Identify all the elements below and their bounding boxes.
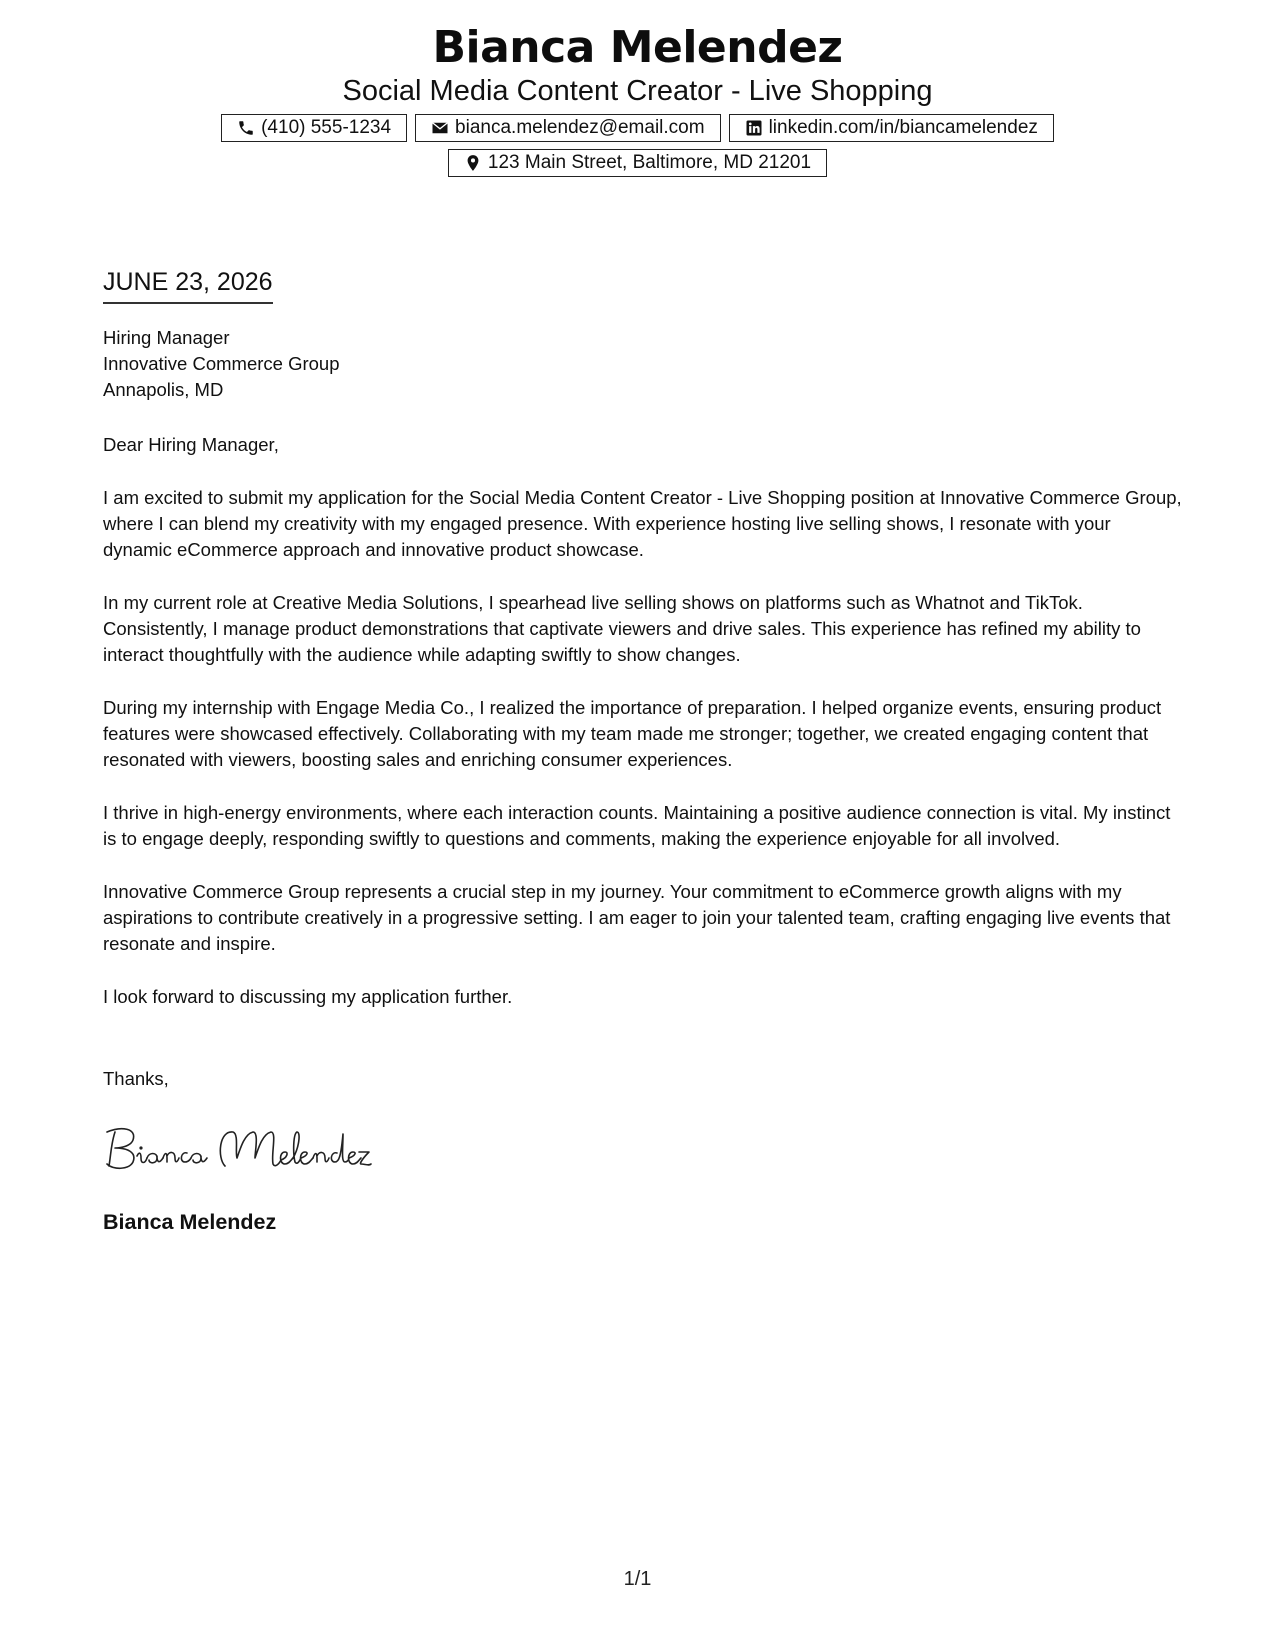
recipient-location: Annapolis, MD — [103, 379, 224, 400]
email-contact[interactable] — [415, 114, 721, 142]
body-paragraph: Innovative Commerce Group represents a crucial step in my journey. Your commitment to eCommerce growth aligns with my aspirations to contribute creatively in a progressive setting. I am eager to join your talented team, crafting engaging live events that resonate and inspire. — [103, 881, 1171, 954]
body-paragraph: I look forward to discussing my application further. — [103, 986, 513, 1007]
letter-body — [103, 432, 1183, 1037]
contact-row — [0, 114, 1275, 142]
letter-date: JUNE 23, 2026 — [103, 266, 273, 304]
phone-text: (410) 555-1234 — [261, 117, 392, 138]
contact-row-address — [0, 149, 1275, 177]
body-paragraph: During my internship with Engage Media Co., I realized the importance of preparation. I helped organize events, ensuring product features were showcased effectively. Collaborating with my team made me stronger; together, we created engaging content that resonated with viewers, boosting sales and enriching consumer experiences. — [103, 697, 1162, 770]
linkedin-contact[interactable] — [729, 114, 1054, 142]
address-contact — [448, 149, 827, 177]
signer-name: Bianca Melendez — [103, 1210, 277, 1234]
envelope-icon — [431, 119, 449, 137]
applicant-role: Social Media Content Creator - Live Shopping — [342, 75, 933, 107]
recipient-title: Hiring Manager — [103, 327, 230, 348]
body-paragraph: I thrive in high-energy environments, where each interaction counts. Maintaining a positive audience connection is vital. My instinct is to engage deeply, responding swiftly to questions and comments, making the experience enjoyable for all involved. — [103, 802, 1171, 849]
handwritten-signature — [103, 1118, 373, 1178]
body-paragraph: In my current role at Creative Media Solutions, I spearhead live selling shows on platforms such as Whatnot and TikTok. Consistently, I manage product demonstrations that captivate viewers and drive sales. This experience has refined my ability to interact thoughtfully with the audience while adapting swiftly to show changes. — [103, 592, 1141, 665]
closing: Thanks, — [103, 1068, 169, 1089]
applicant-name: Bianca Melendez — [432, 22, 843, 73]
recipient-block — [103, 325, 340, 403]
letter-header — [0, 22, 1275, 177]
linkedin-text: linkedin.com/in/biancamelendez — [768, 117, 1038, 138]
recipient-company: Innovative Commerce Group — [103, 353, 340, 374]
page-number: 1/1 — [623, 1568, 652, 1590]
body-paragraph: I am excited to submit my application for the Social Media Content Creator - Live Shopping position at Innovative Commerce Group, where I can blend my creativity with my engaged presence. With experience hosting live selling shows, I resonate with your dynamic eCommerce approach and innovative product showcase. — [103, 487, 1182, 560]
email-text: bianca.melendez@email.com — [455, 117, 705, 138]
map-pin-icon — [464, 154, 482, 172]
salutation: Dear Hiring Manager, — [103, 434, 279, 455]
address-text: 123 Main Street, Baltimore, MD 21201 — [487, 152, 812, 173]
linkedin-icon — [745, 119, 763, 137]
phone-icon — [237, 119, 255, 137]
phone-contact[interactable] — [221, 114, 407, 142]
